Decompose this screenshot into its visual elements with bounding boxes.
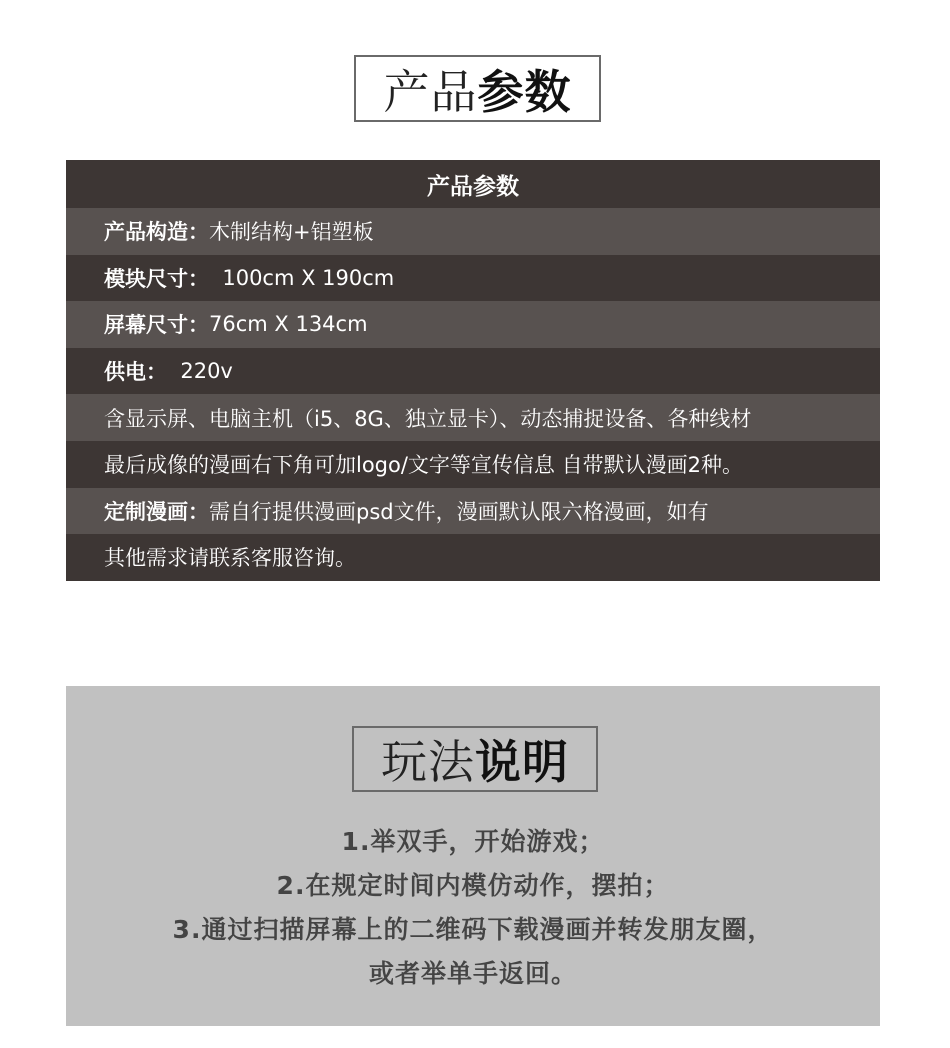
- row-key: 产品构造：: [104, 220, 209, 245]
- table-row: [66, 394, 880, 441]
- table-row: [66, 534, 880, 581]
- row-key: 模块尺寸：: [104, 266, 209, 291]
- table-row: [66, 208, 880, 255]
- table-row: [66, 441, 880, 488]
- table-row: [66, 301, 880, 348]
- howto-step: 3.通过扫描屏幕上的二维码下载漫画并转发朋友圈，: [172, 915, 774, 944]
- table-row: [66, 488, 880, 535]
- row-key: 定制漫画：: [104, 499, 209, 524]
- howto-title-light: 玩法: [381, 735, 475, 789]
- row-key: 屏幕尺寸：: [104, 313, 209, 338]
- row-value: 220v: [167, 359, 233, 384]
- howto-step: 1.举双手，开始游戏；: [341, 827, 605, 856]
- howto-section-title: [352, 726, 598, 792]
- row-value: 需自行提供漫画psd文件，漫画默认限六格漫画，如有: [209, 499, 709, 524]
- row-value: 最后成像的漫画右下角可加logo/文字等宣传信息 自带默认漫画2种。: [104, 453, 743, 478]
- params-table-header: 产品参数: [66, 160, 880, 208]
- row-value: 76cm X 134cm: [209, 312, 368, 337]
- params-section-title: [354, 55, 601, 122]
- row-key: 供电：: [104, 360, 167, 385]
- params-title-bold: 参数: [477, 64, 572, 119]
- howto-steps: [66, 820, 880, 996]
- params-title-light: 产品: [383, 64, 478, 119]
- howto-step: 或者举单手返回。: [368, 959, 577, 988]
- row-value: 木制结构+铝塑板: [209, 220, 374, 245]
- row-value: 含显示屏、电脑主机（i5、8G、独立显卡）、动态捕捉设备、各种线材: [104, 406, 752, 431]
- table-row: [66, 348, 880, 395]
- row-value: 其他需求请联系客服咨询。: [104, 546, 356, 571]
- row-value: 100cm X 190cm: [209, 265, 395, 290]
- howto-section: [66, 686, 880, 1026]
- howto-step: 2.在规定时间内模仿动作，摆拍；: [276, 871, 670, 900]
- params-table: [66, 160, 880, 581]
- howto-title-bold: 说明: [475, 735, 569, 789]
- table-row: [66, 255, 880, 302]
